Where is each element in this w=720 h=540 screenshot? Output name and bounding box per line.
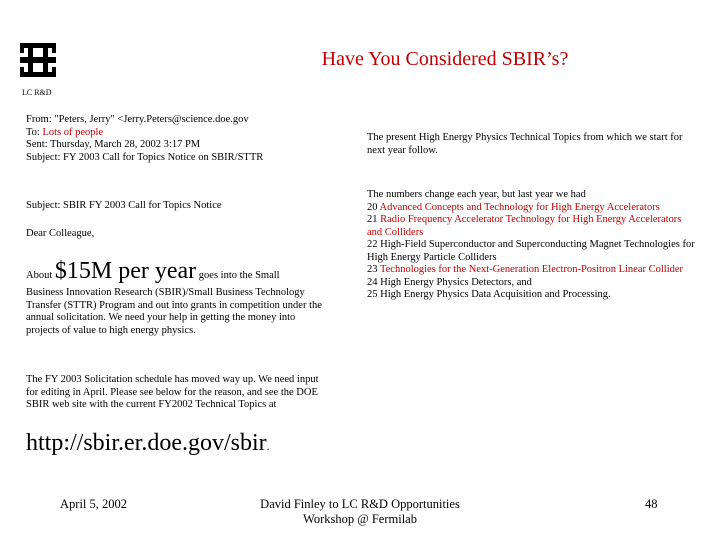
- paragraph-program: Business Innovation Research (SBIR)/Small Business Technology Transfer (STTR) Program and out into grants in competition under the annual solicitation. We need your help in getting the money into projects of value to high energy physics.: [26, 287, 322, 336]
- footer-title-line2: Workshop @ Fermilab: [303, 512, 417, 526]
- email-to: [26, 127, 326, 140]
- url-suffix: .: [266, 439, 270, 453]
- sbir-url-link[interactable]: http://sbir.er.doe.gov/sbir: [26, 430, 267, 456]
- subject-line: Subject: SBIR FY 2003 Call for Topics Notice: [26, 200, 222, 211]
- email-to-label: To:: [26, 126, 43, 138]
- email-sent: Sent: Thursday, March 28, 2002 3:17 PM: [26, 139, 201, 150]
- slide-title: Have You Considered SBIR’s?: [321, 48, 569, 70]
- email-subject: Subject: FY 2003 Call for Topics Notice on SBIR/STTR: [26, 151, 264, 163]
- topic-label: Advanced Concepts and Technology for High Energy Accelerators: [379, 201, 660, 213]
- topic-item: 23 Technologies for the Next-Generation Electron-Positron Linear Collider: [367, 264, 684, 275]
- topic-item: 25 High Energy Physics Data Acquisition and Processing.: [367, 289, 611, 300]
- topic-label: Technologies for the Next-Generation Electron-Positron Linear Collider: [379, 264, 684, 275]
- topic-item: 22 High-Field Superconductor and Superconducting Magnet Technologies for High Energy Particle Colliders: [367, 239, 695, 263]
- topics-list: [367, 189, 697, 302]
- footer-date: April 5, 2002: [60, 497, 128, 511]
- greeting: Dear Colleague,: [26, 228, 95, 239]
- page-number: 48: [645, 497, 658, 511]
- funding-line: [26, 258, 326, 284]
- sbir-url-line: [26, 430, 346, 459]
- topic-label: High Energy Physics Detectors, and: [380, 276, 532, 288]
- topic-label: Radio Frequency Accelerator Technology for High Energy Accelerators and Colliders: [367, 214, 682, 238]
- topics-intro: The present High Energy Physics Technical Topics from which we start for next year follow.: [367, 132, 683, 156]
- topic-item: 24 High Energy Physics Detectors, and: [367, 276, 532, 288]
- funding-amount: $15M per year: [54, 258, 197, 284]
- footer-title-line1: David Finley to LC R&D Opportunities: [260, 497, 460, 511]
- about-prefix: About: [26, 270, 55, 281]
- email-to-value: Lots of people: [42, 126, 104, 138]
- topic-item: 20 Advanced Concepts and Technology for High Energy Accelerators: [367, 201, 660, 213]
- about-suffix: goes into the Small: [196, 270, 280, 281]
- topic-item: 21 Radio Frequency Accelerator Technology for High Energy Accelerators and Colliders: [367, 214, 682, 238]
- email-from: From: "Peters, Jerry" <Jerry.Peters@science.doe.gov: [26, 114, 249, 125]
- section-tag: LC R&D: [22, 88, 52, 97]
- paragraph-schedule: The FY 2003 Solicitation schedule has moved way up. We need input for editing in April. Please see below for the reason, and see the DOE SBIR web site with the current FY2002 Technical Topics at: [26, 374, 319, 410]
- topic-label: High-Field Superconductor and Superconducting Magnet Technologies for High Energy Particle Colliders: [367, 239, 695, 263]
- topic-label: High Energy Physics Data Acquisition and Processing.: [380, 289, 611, 300]
- email-header: [26, 114, 326, 164]
- topics-note: The numbers change each year, but last year we had: [367, 189, 586, 200]
- footer-title: [220, 497, 500, 527]
